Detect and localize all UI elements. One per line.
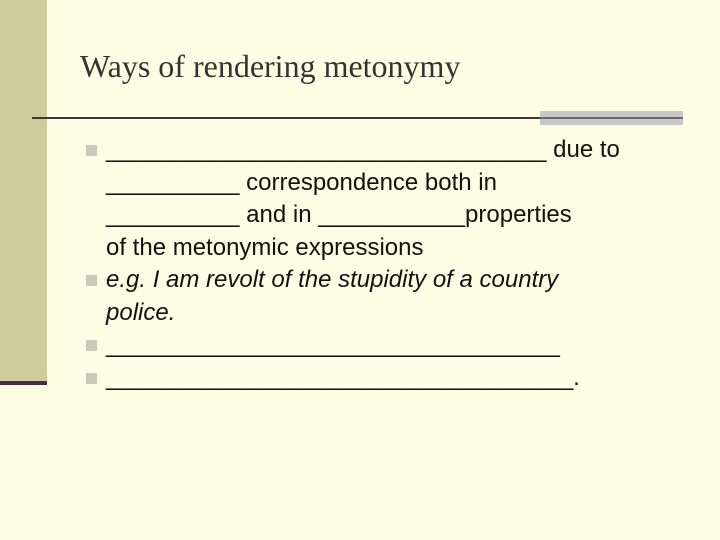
- bullet-list: [86, 134, 706, 394]
- bullet-item: [86, 362, 706, 395]
- bullet-line: __________ correspondence both in: [106, 168, 497, 196]
- bullet-item-example: [86, 264, 706, 329]
- bullet-line: _________________________________ due to: [106, 136, 620, 163]
- left-decorative-strip: [0, 0, 47, 381]
- bullet-item: [86, 134, 706, 264]
- square-bullet-icon: [86, 145, 97, 156]
- bullet-item: [86, 329, 706, 362]
- square-bullet-icon: [86, 275, 97, 286]
- bullet-line: of the metonymic expressions: [106, 233, 424, 261]
- bullet-line: police.: [106, 298, 176, 326]
- slide-title: Ways of rendering metonymy: [80, 48, 461, 84]
- square-bullet-icon: [86, 340, 97, 351]
- title-divider-block-line: [540, 117, 683, 119]
- left-accent-bar: [0, 381, 47, 385]
- bullet-line: e.g. I am revolt of the stupidity of a country: [106, 266, 559, 293]
- bullet-line: __________ and in ___________properties: [106, 201, 572, 228]
- bullet-line: __________________________________: [106, 331, 560, 358]
- bullet-line: ___________________________________.: [106, 363, 580, 391]
- square-bullet-icon: [86, 373, 97, 384]
